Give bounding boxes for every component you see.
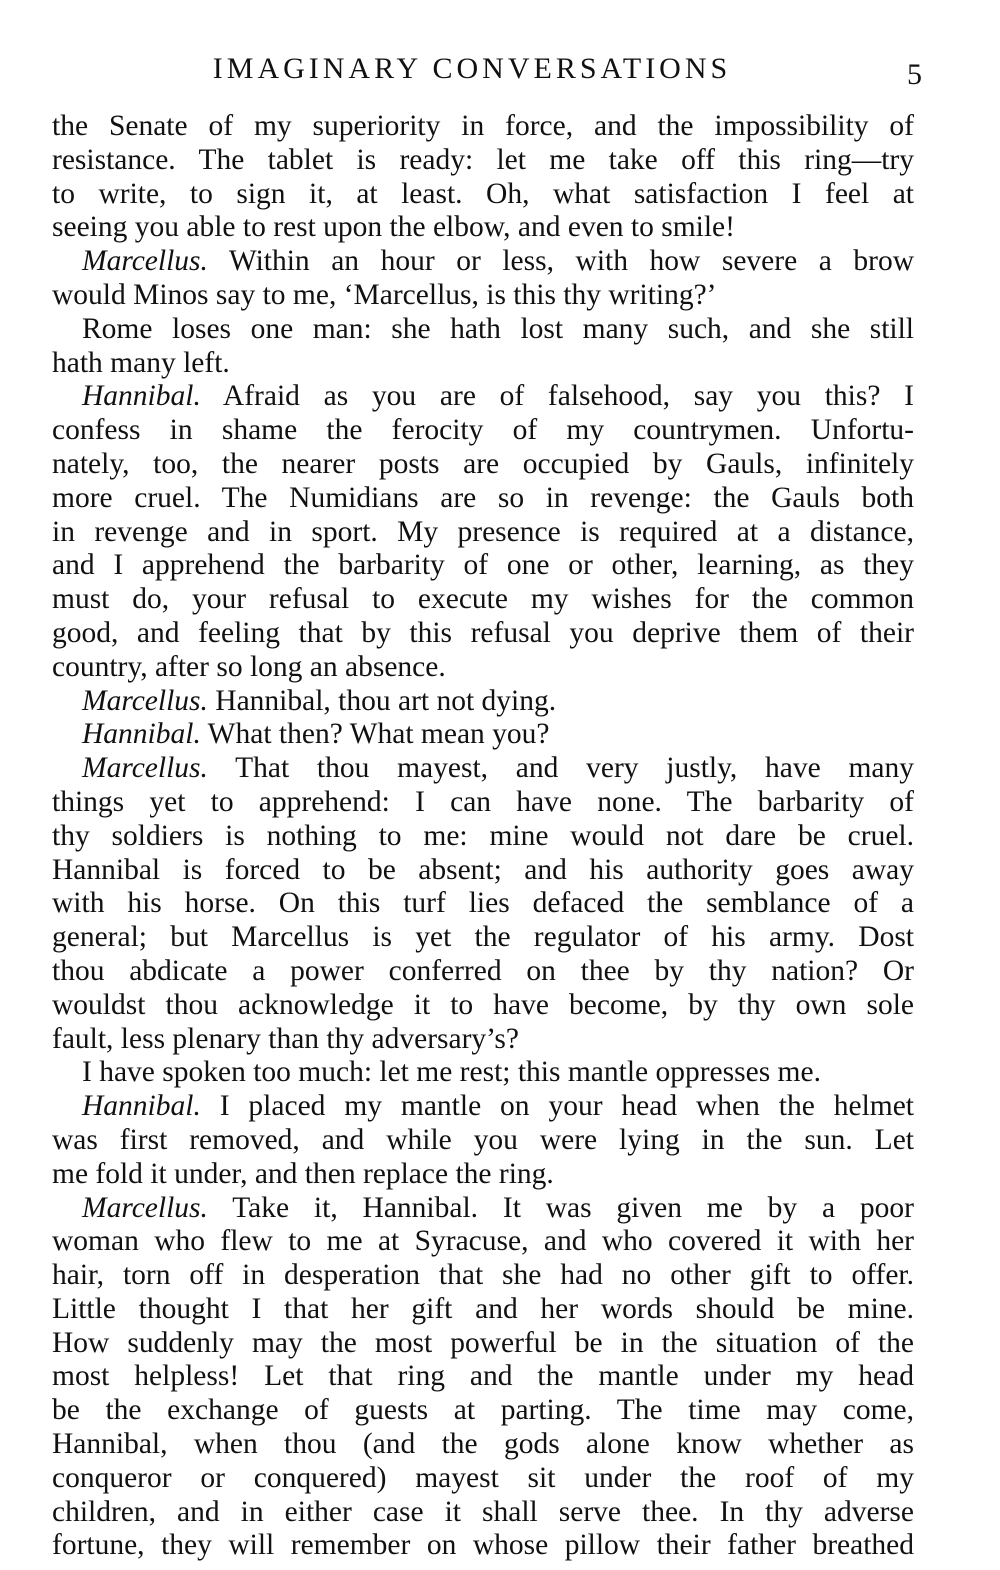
dialogue-line: Marcellus. That thou mayest, and very justly, have many xyxy=(82,752,914,785)
text-line: thou abdicate a power conferred on thee by thy nation? Or xyxy=(52,954,914,987)
text-line: Hannibal is forced to be absent; and his authority goes away xyxy=(52,853,914,886)
text-line: in revenge and in sport. My presence is required at a distance, xyxy=(52,515,914,548)
text-line: How suddenly may the most powerful be in the situation of the xyxy=(52,1326,914,1359)
text-line: confess in shame the ferocity of my countrymen. Unfortu- xyxy=(52,414,914,447)
running-title: IMAGINARY CONVERSATIONS xyxy=(212,52,732,85)
text-line: me fold it under, and then replace the ring. xyxy=(52,1157,554,1190)
text-line: would Minos say to me, ‘Marcellus, is this thy writing?’ xyxy=(52,278,717,311)
text-line: hath many left. xyxy=(52,346,230,379)
dialogue-line: Hannibal. What then? What mean you? xyxy=(82,718,550,751)
text-line: hair, torn off in desperation that she had no other gift to offer. xyxy=(52,1259,914,1292)
dialogue-line: Hannibal. Afraid as you are of falsehood, say you this? I xyxy=(82,380,914,413)
speaker-name: Hannibal. xyxy=(82,718,201,751)
body-text xyxy=(52,110,914,1563)
text-line: I have spoken too much: let me rest; this mantle oppresses me. xyxy=(82,1056,821,1089)
running-header xyxy=(52,52,922,92)
text-line: Rome loses one man: she hath lost many such, and she still xyxy=(82,312,914,345)
dialogue-line: Hannibal. I placed my mantle on your head when the helmet xyxy=(82,1090,914,1123)
text-line: nately, too, the nearer posts are occupied by Gauls, infinitely xyxy=(52,447,914,480)
dialogue-line: Marcellus. Take it, Hannibal. It was given me by a poor xyxy=(82,1191,914,1224)
text-line: be the exchange of guests at parting. The time may come, xyxy=(52,1394,914,1427)
text-line: things yet to apprehend: I can have none. The barbarity of xyxy=(52,785,914,818)
text-line: conqueror or conquered) mayest sit under the roof of my xyxy=(52,1461,914,1494)
text-line: fault, less plenary than thy adversary’s? xyxy=(52,1022,519,1055)
text-line: was first removed, and while you were lying in the sun. Let xyxy=(52,1123,914,1156)
text-line: seeing you able to rest upon the elbow, and even to smile! xyxy=(52,211,735,244)
text-line: resistance. The tablet is ready: let me take off this ring—try xyxy=(52,143,914,176)
text-line: to write, to sign it, at least. Oh, what satisfaction I feel at xyxy=(52,177,914,210)
speaker-name: Marcellus. xyxy=(82,752,208,785)
text-line: Little thought I that her gift and her words should be mine. xyxy=(52,1292,914,1325)
speaker-name: Marcellus. xyxy=(82,684,208,717)
dialogue-line: Marcellus. Hannibal, thou art not dying. xyxy=(82,684,557,717)
dialogue-line: Marcellus. Within an hour or less, with how severe a brow xyxy=(82,245,914,278)
text-line: Hannibal, when thou (and the gods alone know whether as xyxy=(52,1428,914,1461)
speaker-name: Hannibal. xyxy=(82,380,201,413)
text-line: thy soldiers is nothing to me: mine would not dare be cruel. xyxy=(52,819,914,852)
text-line: children, and in either case it shall serve thee. In thy adverse xyxy=(52,1495,914,1528)
text-line: and I apprehend the barbarity of one or other, learning, as they xyxy=(52,549,914,582)
text-line: general; but Marcellus is yet the regulator of his army. Dost xyxy=(52,921,914,954)
text-line: more cruel. The Numidians are so in revenge: the Gauls both xyxy=(52,481,914,514)
speaker-name: Hannibal. xyxy=(82,1090,201,1123)
text-line: woman who flew to me at Syracuse, and who covered it with her xyxy=(52,1225,914,1258)
text-line: good, and feeling that by this refusal you deprive them of their xyxy=(52,616,914,649)
speaker-name: Marcellus. xyxy=(82,1191,208,1224)
text-line: fortune, they will remember on whose pillow their father breathed xyxy=(52,1529,914,1562)
text-line: the Senate of my superiority in force, and the impossibility of xyxy=(52,110,914,142)
text-line: country, after so long an absence. xyxy=(52,650,446,683)
speaker-name: Marcellus. xyxy=(82,245,208,278)
text-line: must do, your refusal to execute my wishes for the common xyxy=(52,583,914,616)
page-number: 5 xyxy=(907,58,922,91)
text-line: wouldst thou acknowledge it to have become, by thy own sole xyxy=(52,988,914,1021)
text-line: with his horse. On this turf lies defaced the semblance of a xyxy=(52,887,914,920)
text-line: most helpless! Let that ring and the mantle under my head xyxy=(52,1360,914,1393)
